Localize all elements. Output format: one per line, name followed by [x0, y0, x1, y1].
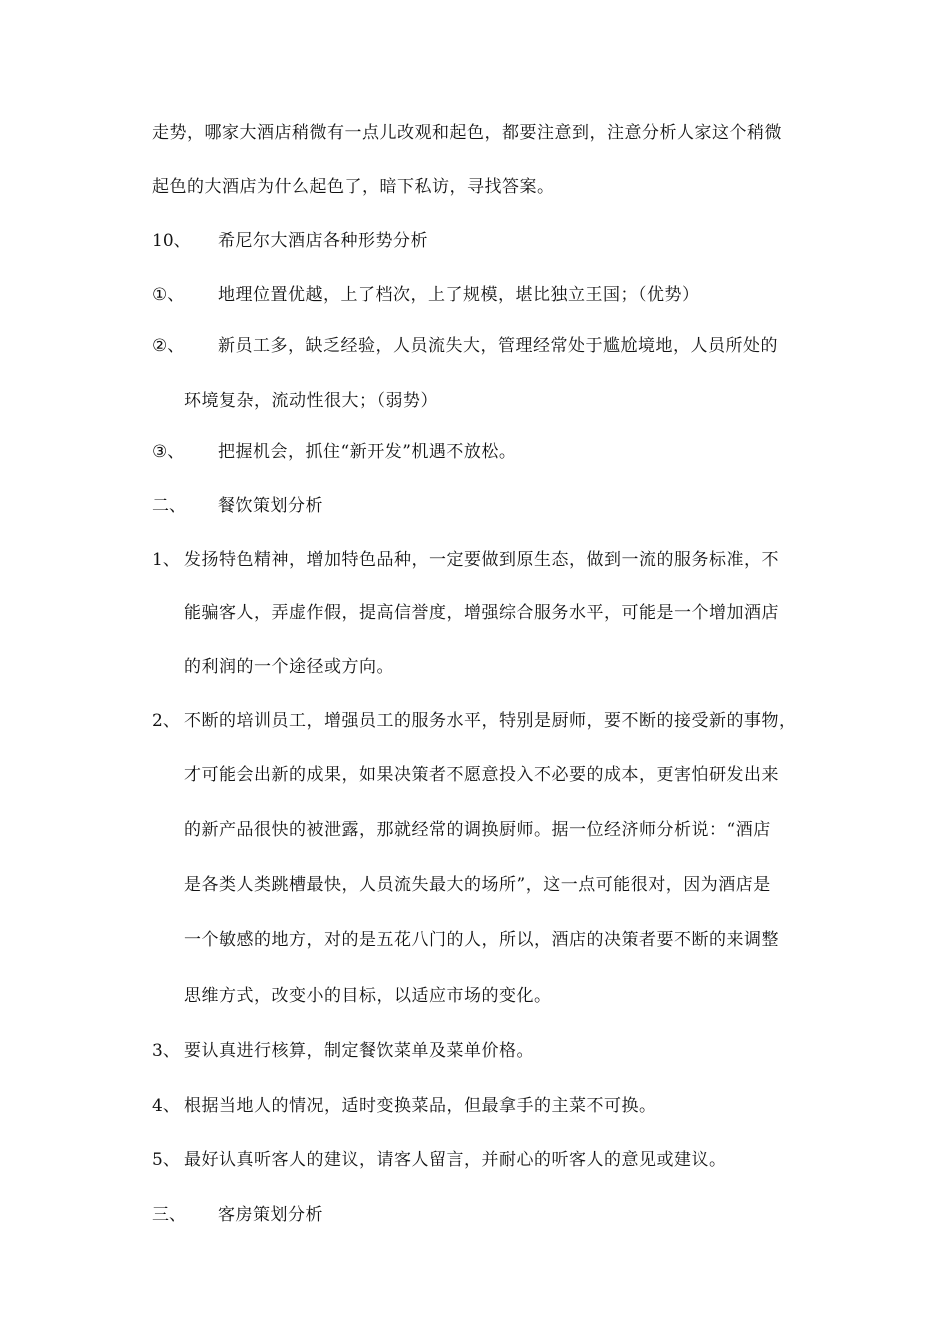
- list-marker: ①、: [152, 285, 185, 305]
- list-item-text: 是各类人类跳槽最快，人员流失最大的场所”，这一点可能很对，因为酒店是: [184, 875, 771, 895]
- list-marker: 1、: [152, 550, 180, 570]
- list-marker: 4、: [152, 1096, 180, 1116]
- list-item-text: 根据当地人的情况，适时变换菜品，但最拿手的主菜不可换。: [184, 1096, 657, 1116]
- paragraph-line: 走势，哪家大酒店稍微有一点儿改观和起色，都要注意到，注意分析人家这个稍微: [152, 123, 782, 143]
- list-item-text: 发扬特色精神，增加特色品种，一定要做到原生态，做到一流的服务标准，不: [184, 550, 779, 570]
- heading-text: 希尼尔大酒店各种形势分析: [218, 231, 428, 251]
- list-marker: ③、: [152, 442, 185, 462]
- list-marker: 5、: [152, 1150, 180, 1170]
- list-item-text: 把握机会，抓住“新开发”机遇不放松。: [218, 442, 517, 462]
- list-item-text: 的利润的一个途径或方向。: [184, 657, 394, 677]
- list-item-text: 不断的培训员工，增强员工的服务水平，特别是厨师，要不断的接受新的事物，: [184, 711, 797, 731]
- list-item-text: 最好认真听客人的建议，请客人留言，并耐心的听客人的意见或建议。: [184, 1150, 727, 1170]
- list-item-text: 能骗客人，弄虚作假，提高信誉度，增强综合服务水平，可能是一个增加酒店: [184, 603, 779, 623]
- list-marker: 3、: [152, 1041, 180, 1061]
- list-item-text: 才可能会出新的成果，如果决策者不愿意投入不必要的成本，更害怕研发出来: [184, 765, 779, 785]
- list-marker: 2、: [152, 711, 180, 731]
- list-item-text: 地理位置优越，上了档次，上了规模，堪比独立王国；（优势）: [218, 285, 700, 305]
- section-heading: 餐饮策划分析: [218, 496, 323, 516]
- section-number: 三、: [152, 1205, 186, 1225]
- heading-number: 10、: [152, 231, 191, 251]
- list-item-text: 环境复杂，流动性很大；（弱势）: [184, 391, 438, 411]
- section-heading: 客房策划分析: [218, 1205, 323, 1225]
- section-number: 二、: [152, 496, 186, 516]
- list-item-text: 新员工多，缺乏经验，人员流失大，管理经常处于尴尬境地，人员所处的: [218, 336, 778, 356]
- list-marker: ②、: [152, 336, 185, 356]
- list-item-text: 的新产品很快的被泄露，那就经常的调换厨师。据一位经济师分析说：“酒店: [184, 820, 771, 840]
- list-item-text: 一个敏感的地方，对的是五花八门的人，所以，酒店的决策者要不断的来调整: [184, 930, 779, 950]
- list-item-text: 要认真进行核算，制定餐饮菜单及菜单价格。: [184, 1041, 534, 1061]
- list-item-text: 思维方式，改变小的目标，以适应市场的变化。: [184, 986, 552, 1006]
- paragraph-line: 起色的大酒店为什么起色了，暗下私访，寻找答案。: [152, 177, 555, 197]
